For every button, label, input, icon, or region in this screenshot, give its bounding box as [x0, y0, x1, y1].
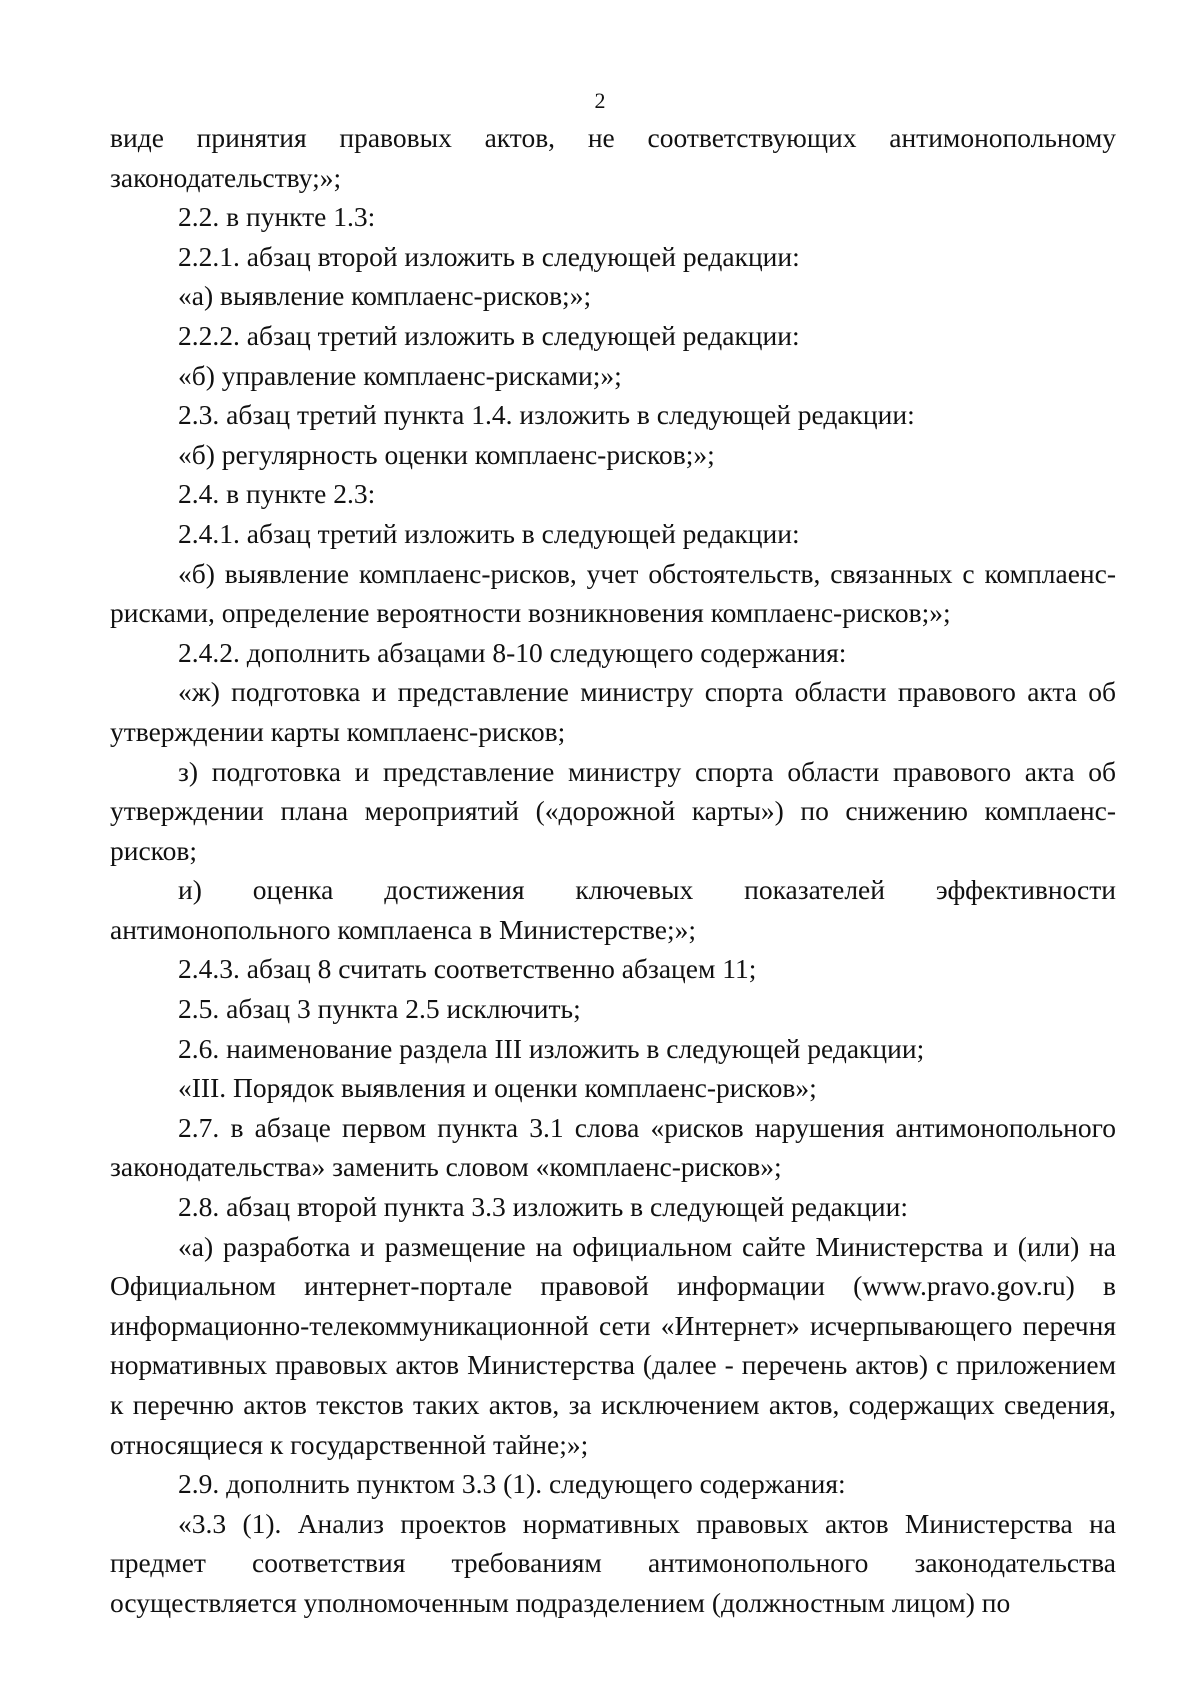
paragraph: «б) управление комплаенс-рисками;»;: [178, 359, 622, 391]
paragraph: «а) разработка и размещение на официальном сайте Министерства и (или) на Официальном интернет-портале правовой информации (www.pravo.gov.ru) в информационно-телекоммуникационной сети «Интернет» исчерпывающего перечня нормативных правовых актов Министерства (далее - перечень актов) с приложением к перечню актов текстов таких актов, за исключением актов, содержащих сведения, относящиеся к государственной тайне;»;: [110, 1230, 1116, 1460]
paragraph: 2.2. в пункте 1.3:: [178, 201, 376, 233]
paragraph: «а) выявление комплаенс-рисков;»;: [178, 280, 592, 312]
paragraph: 2.4. в пункте 2.3:: [178, 478, 376, 510]
paragraph: «3.3 (1). Анализ проектов нормативных правовых актов Министерства на предмет соответствия требованиям антимонопольного законодательства осуществляется уполномоченным подразделением (должностным лицом) по: [110, 1507, 1116, 1618]
paragraph: 2.9. дополнить пунктом 3.3 (1). следующего содержания:: [178, 1468, 846, 1500]
paragraph: виде принятия правовых актов, не соответствующих антимонопольному законодательству;»;: [110, 122, 1116, 193]
paragraph: «б) выявление комплаенс-рисков, учет обстоятельств, связанных с комплаенс-рисками, определение вероятности возникновения комплаенс-рисков;»;: [110, 557, 1116, 629]
document-body: [110, 118, 1116, 1623]
paragraph: «ж) подготовка и представление министру спорта области правового акта об утверждении карты комплаенс-рисков;: [110, 676, 1116, 747]
paragraph: 2.7. в абзаце первом пункта 3.1 слова «рисков нарушения антимонопольного законодательства» заменить словом «комплаенс-рисков»;: [110, 1111, 1116, 1183]
paragraph: «б) регулярность оценки комплаенс-рисков;»;: [178, 438, 715, 470]
paragraph: 2.2.1. абзац второй изложить в следующей редакции:: [178, 240, 800, 272]
paragraph: 2.2.2. абзац третий изложить в следующей редакции:: [178, 319, 800, 351]
paragraph: 2.4.3. абзац 8 считать соответственно абзацем 11;: [178, 953, 757, 985]
page-number: 2: [594, 88, 606, 113]
paragraph: 2.6. наименование раздела III изложить в следующей редакции;: [178, 1032, 925, 1064]
paragraph: «III. Порядок выявления и оценки комплаенс-рисков»;: [178, 1072, 817, 1104]
paragraph: 2.8. абзац второй пункта 3.3 изложить в следующей редакции:: [178, 1191, 908, 1223]
paragraph: и) оценка достижения ключевых показателей эффективности антимонопольного комплаенса в Министерстве;»;: [110, 874, 1116, 945]
paragraph: з) подготовка и представление министру спорта области правового акта об утверждении плана мероприятий («дорожной карты») по снижению комплаенс-рисков;: [110, 755, 1116, 866]
paragraph: 2.5. абзац 3 пункта 2.5 исключить;: [178, 993, 581, 1025]
paragraph: 2.4.1. абзац третий изложить в следующей редакции:: [178, 517, 800, 549]
paragraph: 2.3. абзац третий пункта 1.4. изложить в следующей редакции:: [178, 399, 915, 431]
paragraph: 2.4.2. дополнить абзацами 8-10 следующего содержания:: [178, 636, 847, 668]
